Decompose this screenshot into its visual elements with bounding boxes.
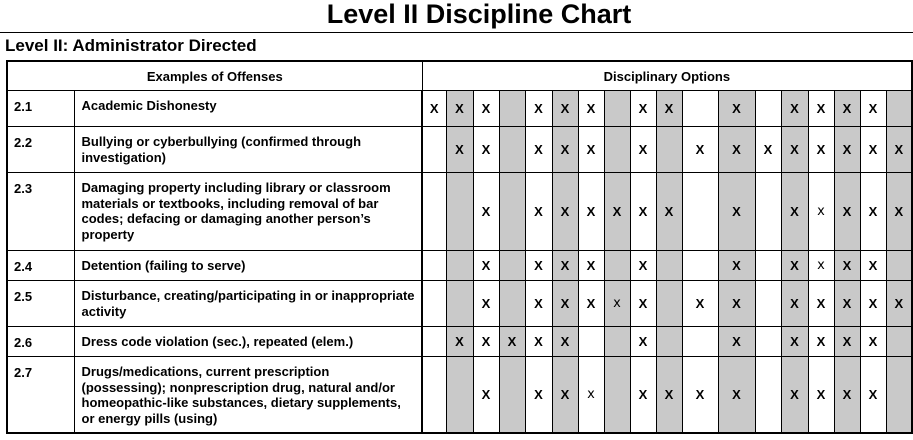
option-cell [755,251,781,281]
option-cell: X [781,327,808,357]
offenses-header: Examples of Offenses [7,61,422,91]
table-row [7,281,912,327]
option-cell [656,327,682,357]
table-row [7,251,912,281]
option-cell [422,251,446,281]
option-cell [886,91,912,127]
option-cell: X [755,127,781,173]
option-cell: X [656,173,682,251]
offense-id: 2.6 [7,327,74,357]
option-cell: X [525,281,552,327]
option-cell: X [808,127,834,173]
option-cell: X [682,281,718,327]
option-cell: X [860,357,886,433]
option-cell [446,251,473,281]
option-cell: X [860,281,886,327]
option-cell: X [525,173,552,251]
option-cell [682,173,718,251]
option-cell: X [552,281,578,327]
option-cell: X [552,251,578,281]
option-cell: X [473,281,499,327]
option-cell [755,327,781,357]
option-cell [755,281,781,327]
option-cell [578,327,604,357]
option-cell: X [886,127,912,173]
option-cell: X [718,91,755,127]
header-row [7,61,912,91]
option-cell: X [552,127,578,173]
option-cell [422,327,446,357]
option-cell: X [473,91,499,127]
option-cell [682,251,718,281]
option-cell: X [630,357,656,433]
option-cell [499,251,525,281]
option-cell: X [808,357,834,433]
option-cell: X [860,327,886,357]
option-cell [604,327,630,357]
option-cell: X [886,173,912,251]
option-cell [499,281,525,327]
option-cell: X [834,127,860,173]
option-cell: X [446,91,473,127]
option-cell [499,173,525,251]
option-cell [755,91,781,127]
option-cell: X [718,173,755,251]
option-cell: X [630,173,656,251]
option-cell: X [834,173,860,251]
option-cell: X [630,127,656,173]
option-cell [422,173,446,251]
option-cell: X [578,173,604,251]
option-cell [446,281,473,327]
option-cell [499,357,525,433]
option-cell: X [781,357,808,433]
offense-description: Disturbance, creating/participating in or inappropriate activity [74,281,422,327]
option-cell [682,327,718,357]
option-cell: X [578,91,604,127]
option-cell: X [834,327,860,357]
option-cell: X [525,127,552,173]
offense-description: Bullying or cyberbullying (confirmed through investigation) [74,127,422,173]
option-cell: X [578,127,604,173]
option-cell [604,251,630,281]
option-cell: X [604,173,630,251]
option-cell [755,357,781,433]
option-cell [604,357,630,433]
option-cell [499,91,525,127]
option-cell: X [682,127,718,173]
option-cell: X [656,91,682,127]
option-cell: X [552,91,578,127]
option-cell: X [499,327,525,357]
option-cell: X [446,327,473,357]
option-cell: X [834,357,860,433]
option-cell: X [860,91,886,127]
option-cell: X [552,327,578,357]
offense-id: 2.5 [7,281,74,327]
offense-id: 2.3 [7,173,74,251]
option-cell: X [886,281,912,327]
option-cell: X [834,91,860,127]
option-cell: X [473,251,499,281]
level-heading: Level II: Administrator Directed [5,36,257,55]
option-cell: X [422,91,446,127]
option-cell [886,327,912,357]
offense-description: Drugs/medications, current prescription (possessing); nonprescription drug, natural and/or homeopathic-like substances, dietary supplements, or energy pills (using) [74,357,422,433]
offense-id: 2.7 [7,357,74,433]
option-cell: X [578,251,604,281]
option-cell: X [446,127,473,173]
option-cell: X [682,357,718,433]
option-cell: X [834,281,860,327]
option-cell [499,127,525,173]
option-cell: X [718,281,755,327]
offense-id: 2.1 [7,91,74,127]
option-cell: X [525,91,552,127]
option-cell: X [552,173,578,251]
option-cell: X [781,281,808,327]
option-cell [422,357,446,433]
table-row [7,91,912,127]
option-cell: x [578,357,604,433]
page-title: Level II Discipline Chart [326,0,632,29]
option-cell: x [808,251,834,281]
offense-description: Academic Dishonesty [74,91,422,127]
option-cell: X [718,327,755,357]
option-cell: X [473,173,499,251]
option-cell: x [604,281,630,327]
option-cell: X [630,327,656,357]
option-cell: X [781,251,808,281]
option-cell: X [808,91,834,127]
option-cell: X [656,357,682,433]
option-cell: X [473,327,499,357]
option-cell: X [860,173,886,251]
offense-description: Dress code violation (sec.), repeated (elem.) [74,327,422,357]
table-row [7,357,912,433]
option-cell [422,281,446,327]
option-cell: X [781,173,808,251]
option-cell [886,357,912,433]
option-cell: X [781,127,808,173]
option-cell: X [834,251,860,281]
offense-id: 2.2 [7,127,74,173]
option-cell [682,91,718,127]
option-cell [656,127,682,173]
option-cell: X [473,127,499,173]
table-row [7,127,912,173]
option-cell: X [630,281,656,327]
option-cell [755,173,781,251]
option-cell: X [860,251,886,281]
option-cell [446,173,473,251]
option-cell: X [578,281,604,327]
subtitle-bar [0,32,913,58]
option-cell: X [860,127,886,173]
option-cell: X [630,91,656,127]
option-cell [604,127,630,173]
option-cell [422,127,446,173]
option-cell: X [525,251,552,281]
option-cell: x [808,173,834,251]
offense-id: 2.4 [7,251,74,281]
option-cell: X [808,327,834,357]
option-cell: X [525,357,552,433]
options-header: Disciplinary Options [422,61,912,91]
option-cell [604,91,630,127]
offense-description: Detention (failing to serve) [74,251,422,281]
option-cell: X [718,357,755,433]
option-cell: X [808,281,834,327]
option-cell [656,251,682,281]
offense-description: Damaging property including library or classroom materials or textbooks, including removal of bar codes; defacing or damaging another person’s property [74,173,422,251]
option-cell: X [781,91,808,127]
option-cell: X [630,251,656,281]
option-cell [446,357,473,433]
option-cell [886,251,912,281]
option-cell: X [525,327,552,357]
option-cell: X [718,251,755,281]
table-row [7,173,912,251]
option-cell: X [552,357,578,433]
table-row [7,327,912,357]
option-cell: X [473,357,499,433]
option-cell: X [718,127,755,173]
discipline-table [6,60,913,434]
option-cell [656,281,682,327]
